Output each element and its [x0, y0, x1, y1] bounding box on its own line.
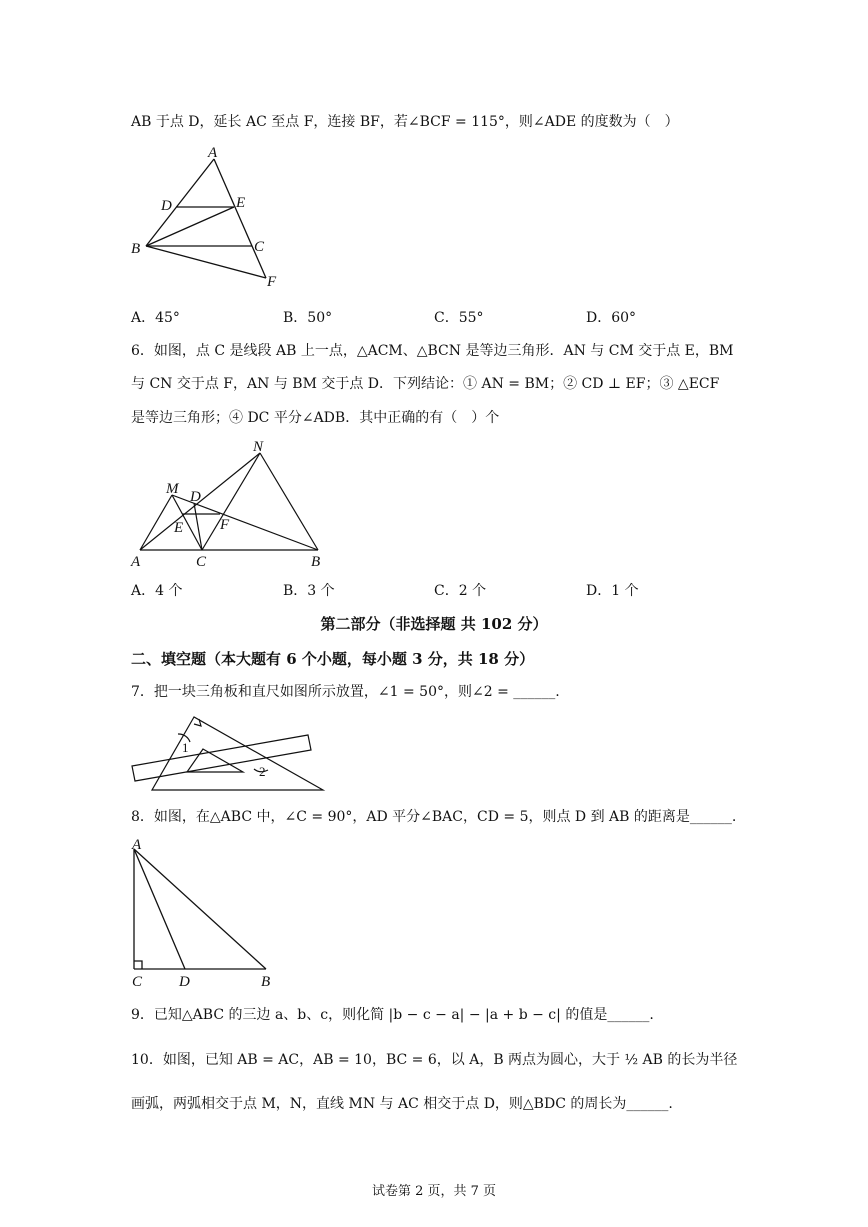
q6-label-f: F — [220, 517, 230, 533]
q6-option-c: C．2 个 — [434, 583, 487, 599]
q5-option-d: D．60° — [586, 310, 637, 326]
q7-figure — [128, 712, 338, 797]
q6-line-1: 6．如图，点 C 是线段 AB 上一点，△ACM、△BCN 是等边三角形．AN 与 CM 交于点 E，BM — [131, 343, 734, 359]
q5-figure — [128, 145, 298, 295]
q6-line-3: 是等边三角形；④ DC 平分∠ADB．其中正确的有（ ）个 — [131, 410, 500, 426]
q5-label-f: F — [267, 274, 277, 290]
q8-text: 8．如图，在△ABC 中，∠C = 90°，AD 平分∠BAC，CD = 5，则点 D 到 AB 的距离是______. — [131, 809, 737, 825]
q10-line-1: 10．如图，已知 AB = AC，AB = 10，BC = 6，以 A，B 两点为圆心，大于 ½ AB 的长为半径 — [131, 1052, 738, 1068]
q6-label-b: B — [311, 554, 321, 570]
q8-figure — [128, 835, 288, 990]
q8-label-a: A — [132, 837, 142, 853]
q5-option-c: C．55° — [434, 310, 484, 326]
part-2-title: 第二部分（非选择题 共 102 分） — [320, 615, 548, 633]
q6-label-e: E — [174, 520, 184, 536]
q8-label-d: D — [179, 974, 190, 990]
q6-option-a: A．4 个 — [131, 583, 183, 599]
q5-option-b: B．50° — [283, 310, 333, 326]
q10-line-2: 画弧，两弧相交于点 M，N，直线 MN 与 AC 相交于点 D，则△BDC 的周长为______. — [131, 1096, 673, 1112]
q6-label-c: C — [196, 554, 207, 570]
q6-label-d: D — [190, 489, 201, 505]
q8-label-b: B — [261, 974, 271, 990]
q6-label-a: A — [131, 554, 141, 570]
q7-angle-2-label: 2 — [259, 764, 266, 779]
q6-figure — [128, 435, 338, 575]
q5-label-c: C — [254, 239, 265, 255]
q7-angle-1-label: 1 — [182, 740, 189, 755]
q6-option-b: B．3 个 — [283, 583, 335, 599]
q5-stem: AB 于点 D，延长 AC 至点 F，连接 BF，若∠BCF = 115°，则∠ADE 的度数为（ ） — [131, 114, 679, 130]
q9-text: 9．已知△ABC 的三边 a、b、c，则化简 |b − c − a| − |a + b − c| 的值是______. — [131, 1007, 654, 1023]
q5-label-e: E — [236, 195, 246, 211]
q5-option-a: A．45° — [131, 310, 180, 326]
q5-label-a: A — [208, 145, 218, 161]
q5-label-b: B — [131, 241, 141, 257]
section-2-title: 二、填空题（本大题有 6 个小题，每小题 3 分，共 18 分） — [131, 650, 535, 668]
q6-line-2: 与 CN 交于点 F，AN 与 BM 交于点 D．下列结论：① AN = BM；② CD ⊥ EF；③ △ECF — [131, 376, 720, 392]
q6-label-n: N — [253, 439, 264, 455]
page-footer: 试卷第 2 页，共 7 页 — [371, 1184, 497, 1199]
q7-text: 7．把一块三角板和直尺如图所示放置，∠1 = 50°，则∠2 = ______. — [131, 684, 560, 700]
q6-label-m: M — [166, 481, 179, 497]
q5-label-d: D — [161, 198, 172, 214]
q6-option-d: D．1 个 — [586, 583, 639, 599]
q8-label-c: C — [132, 974, 143, 990]
